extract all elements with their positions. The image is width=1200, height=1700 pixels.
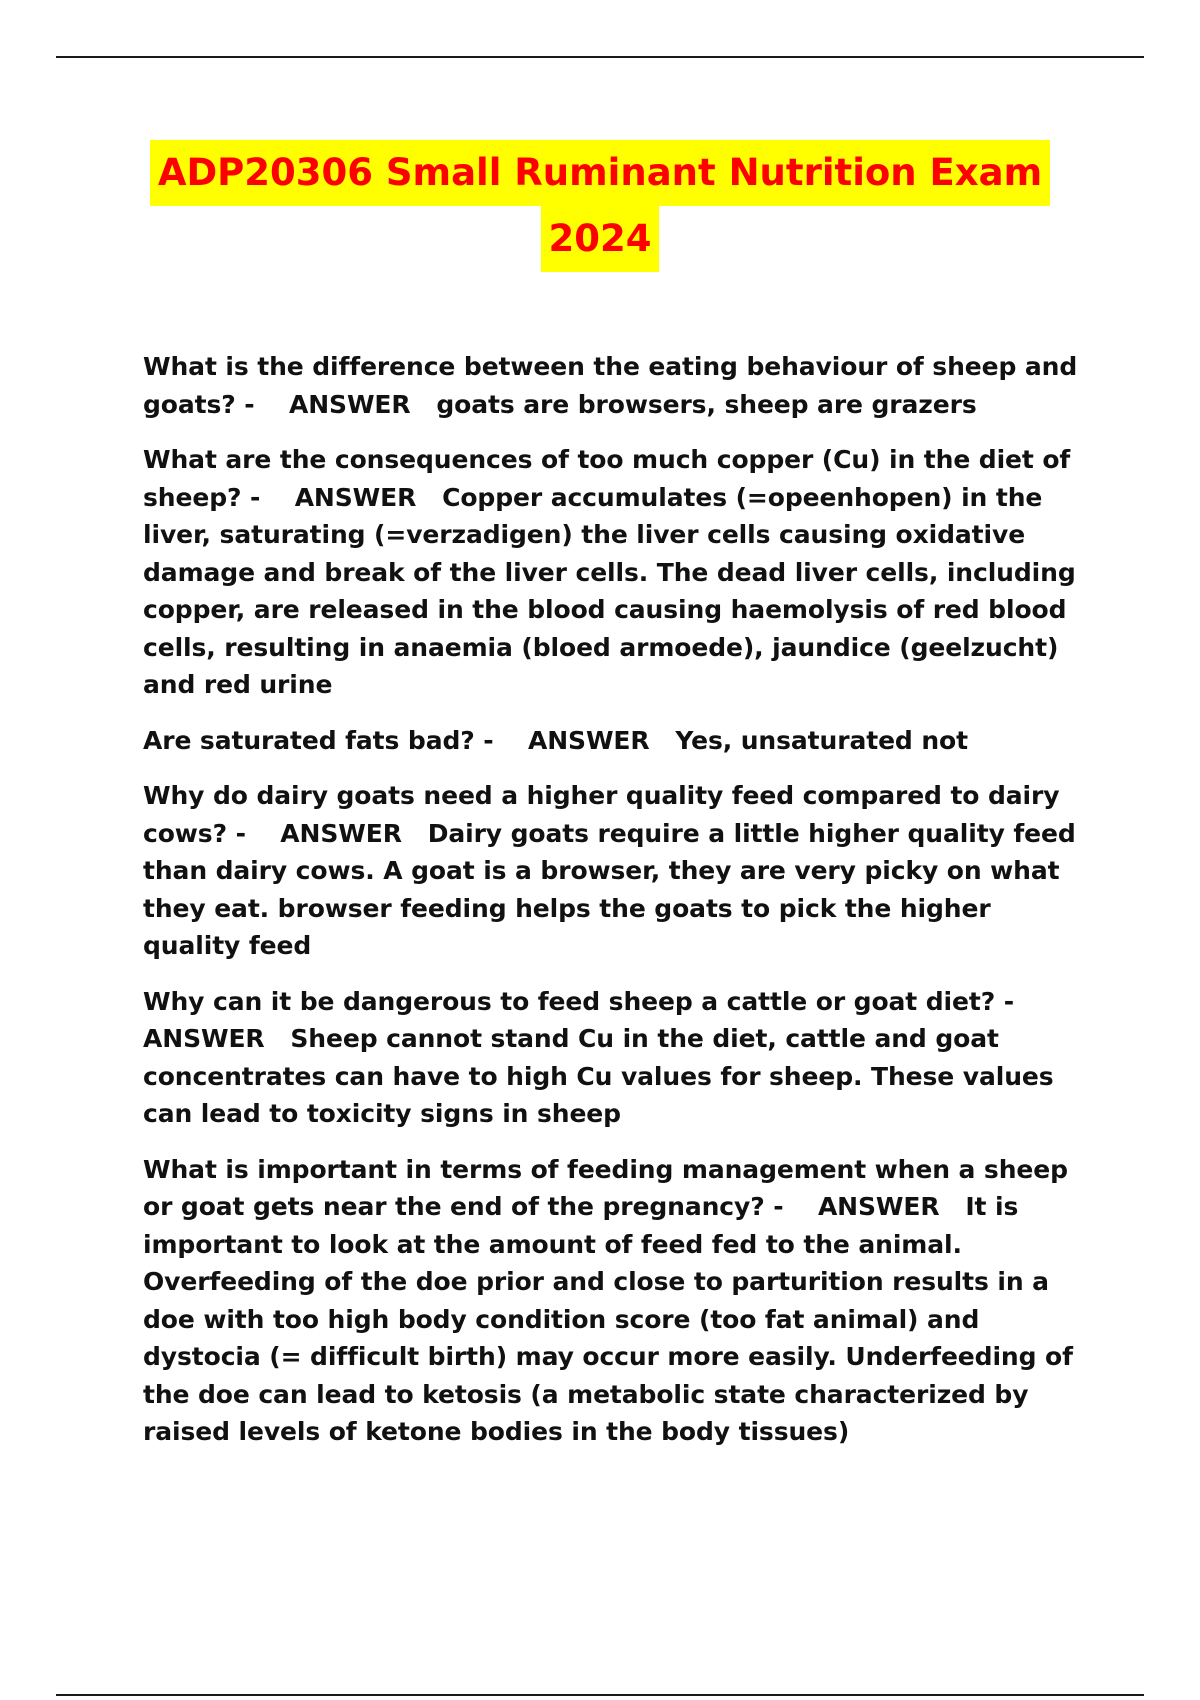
answer-text: Yes, unsaturated not (675, 725, 968, 755)
title-line-2: 2024 (541, 206, 660, 272)
qa-item (143, 983, 1093, 1133)
qa-item (143, 722, 1093, 760)
answer-label: ANSWER (280, 818, 402, 848)
title-line-1: ADP20306 Small Ruminant Nutrition Exam (150, 140, 1050, 206)
answer-text: Dairy goats require a little higher quality feed than dairy cows. A goat is a browser, they are very picky on what they eat. browser feeding helps the goats to pick the higher quality feed (143, 818, 1085, 960)
question-text: What is important in terms of feeding management when a sheep or goat gets near the end of the pregnancy? - (143, 1154, 1077, 1221)
answer-label: ANSWER (288, 389, 411, 419)
question-text: Why can it be dangerous to feed sheep a cattle or goat diet? - (143, 986, 1023, 1016)
document-title (0, 140, 1200, 272)
answer-label: ANSWER (527, 725, 650, 755)
question-text: Why do dairy goats need a higher quality feed compared to dairy cows? - (143, 781, 1069, 848)
answer-text: Sheep cannot stand Cu in the diet, cattle and goat concentrates can have to high Cu values for sheep. These values can lead to toxicity signs in sheep (143, 1024, 1063, 1128)
qa-item (143, 348, 1093, 423)
question-text: What is the difference between the eating behaviour of sheep and goats? - (143, 352, 1086, 419)
answer-text: It is important to look at the amount of feed fed to the animal. Overfeeding of the doe prior and close to parturition results in a doe with too high body condition score (too fat animal) and dystocia (= difficult birth) may occur more easily. Underfeeding of the doe can lead to ketosis (a metabolic state characterized by raised levels of ketone bodies in the body tissues) (143, 1192, 1082, 1446)
question-text: What are the consequences of too much copper (Cu) in the diet of sheep? - (143, 445, 1079, 512)
answer-text: goats are browsers, sheep are grazers (436, 389, 977, 419)
question-text: Are saturated fats bad? - (143, 725, 503, 755)
answer-label: ANSWER (294, 482, 417, 512)
answer-label: ANSWER (817, 1192, 940, 1221)
qa-item (143, 441, 1093, 704)
answer-label: ANSWER (143, 1024, 265, 1053)
answer-text: Copper accumulates (=opeenhopen) in the liver, saturating (=verzadigen) the liver cells causing oxidative damage and break of the liver cells. The dead liver cells, including copper, are released in the blood causing haemolysis of red blood cells, resulting in anaemia (bloed armoede), jaundice (geelzucht) and red urine (143, 482, 1085, 699)
qa-item (143, 777, 1093, 965)
bottom-divider (56, 1694, 1144, 1696)
qa-item (143, 1151, 1093, 1451)
qa-list (143, 348, 1093, 1469)
top-divider (56, 56, 1144, 58)
